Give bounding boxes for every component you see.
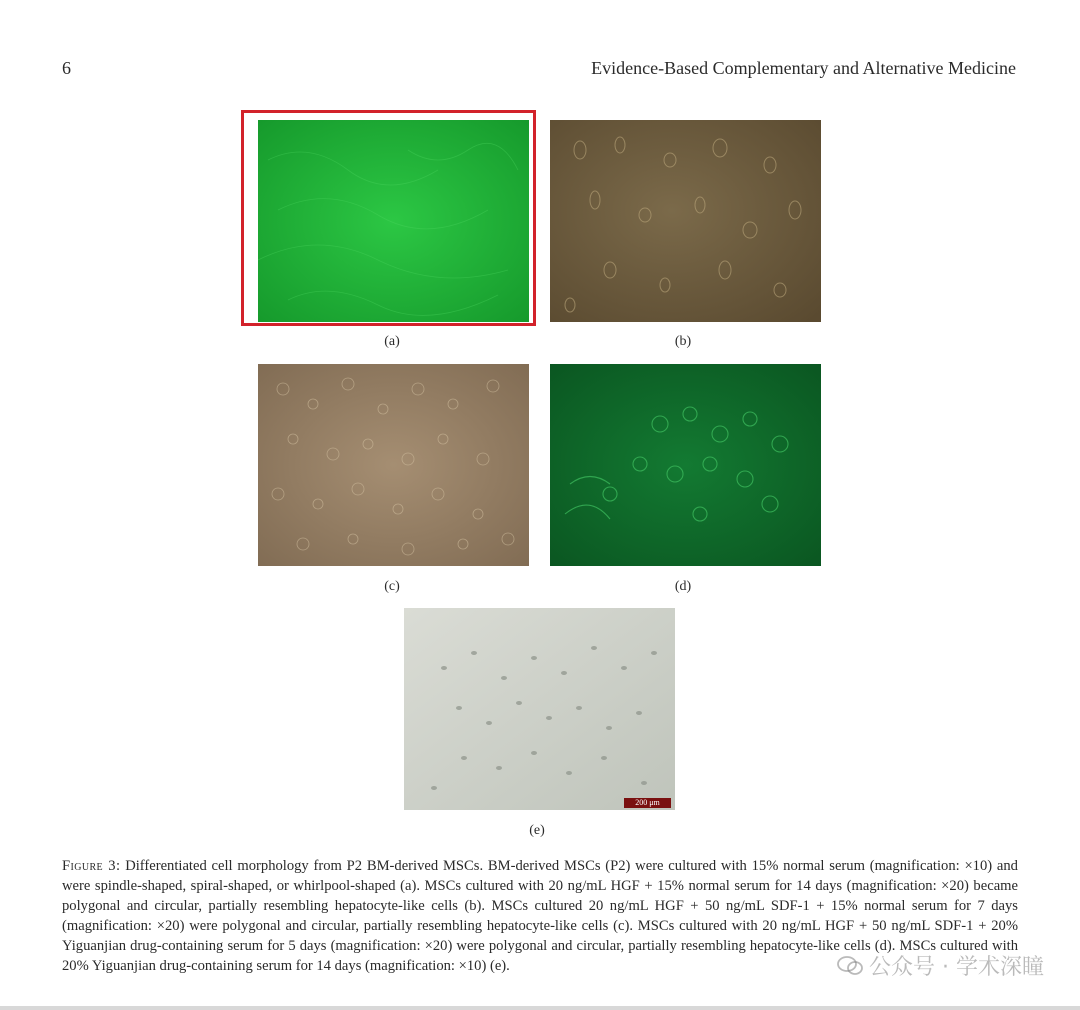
panel-label-a: (a) xyxy=(384,334,400,349)
panel-label-e: (e) xyxy=(529,823,545,838)
scale-bar: 200 μm xyxy=(624,798,671,808)
watermark xyxy=(837,950,1044,981)
running-header: Evidence-Based Complementary and Alternative Medicine xyxy=(591,58,1016,78)
micrograph-panel-b xyxy=(550,120,821,322)
panel-label-b: (b) xyxy=(674,334,692,349)
bottom-rule xyxy=(0,1006,1080,1010)
highlight-frame xyxy=(241,110,536,326)
micrograph-panel-d xyxy=(550,364,821,566)
micrograph-panel-c xyxy=(258,364,529,566)
panel-label-c: (c) xyxy=(384,579,400,594)
panel-label-d: (d) xyxy=(674,579,692,594)
watermark-text: 公众号 · 学术深瞳 xyxy=(869,955,1044,980)
page-number: 6 xyxy=(62,58,71,78)
caption-text: Differentiated cell morphology from P2 BM-derived MSCs. BM-derived MSCs (P2) were cultured with 15% normal serum (magnification: ×10) and were spindle-shaped, spiral-shaped, or whirlpool-shaped (a). MSCs cultured with 20 ng/mL HGF + 15% normal serum for 14 days (magnification: ×20) became polygonal and circular, partially resembling hepatocyte-like cells (b). MSCs cultured 20 ng/mL HGF + 50 ng/mL SDF-1 + 15% normal serum for 7 days (magnification: ×20) were polygonal and circular, partially resembling hepatocyte-like cells (c). MSCs cultured with 20 ng/mL HGF + 50 ng/mL SDF-1 + 20% Yiguanjian drug-containing serum for 5 days (magnification: ×20) were polygonal and circular, partially resembling hepatocyte-like cells (d). MSCs cultured with 20% Yiguanjian drug-containing serum for 14 days (magnification: ×10) (e). xyxy=(62,858,1018,974)
micrograph-panel-e xyxy=(404,608,675,810)
chat-bubble-icon xyxy=(837,956,863,976)
figure-label: Figure 3: xyxy=(62,858,121,874)
